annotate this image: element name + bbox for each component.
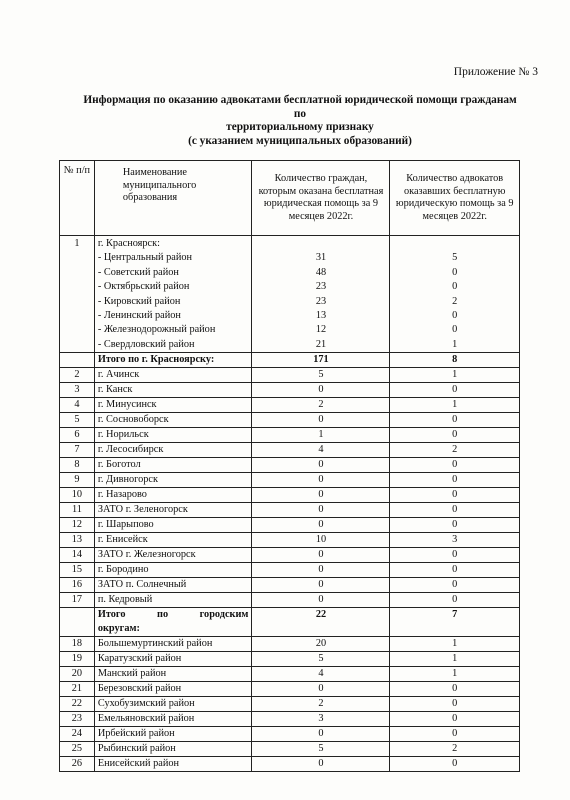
row-number bbox=[60, 608, 95, 637]
row-citizens: 4 bbox=[252, 443, 390, 458]
okrug-total-line-1 bbox=[98, 608, 249, 622]
row-citizens: 0 bbox=[252, 682, 390, 697]
row-lawyers: 3 bbox=[390, 533, 520, 548]
row-citizens: 0 bbox=[252, 563, 390, 578]
district-name: - Ленинский район bbox=[97, 310, 181, 322]
total-citizens: 171 bbox=[252, 353, 390, 368]
table-row bbox=[60, 548, 520, 563]
table-row bbox=[60, 727, 520, 742]
table-row bbox=[60, 428, 520, 443]
row-number: 24 bbox=[60, 727, 95, 742]
appendix-label: Приложение № 3 bbox=[453, 66, 538, 78]
row-name: г. Шарыпово bbox=[94, 518, 252, 533]
row-lawyers: 0 bbox=[390, 697, 520, 712]
row-number: 26 bbox=[60, 757, 95, 772]
total-citizens: 22 bbox=[252, 608, 390, 637]
row-name: г. Енисейск bbox=[94, 533, 252, 548]
row-lawyers: 0 bbox=[390, 518, 520, 533]
row-name: Сухобузимский район bbox=[94, 697, 252, 712]
row-name: г. Сосновоборск bbox=[94, 413, 252, 428]
legal-aid-table bbox=[59, 160, 520, 772]
row-name: г. Дивногорск bbox=[94, 473, 252, 488]
row-lawyers: 0 bbox=[390, 563, 520, 578]
table-row bbox=[60, 398, 520, 413]
row-citizens: 0 bbox=[252, 518, 390, 533]
table-row bbox=[60, 637, 520, 652]
district-lawyers: 0 bbox=[452, 281, 458, 293]
row-name: г. Назарово bbox=[94, 488, 252, 503]
row-citizens: 2 bbox=[252, 398, 390, 413]
row-lawyers: 0 bbox=[390, 712, 520, 727]
total-name: Итого по г. Красноярску: bbox=[94, 353, 252, 368]
row-name: Большемуртинский район bbox=[94, 637, 252, 652]
table-row bbox=[60, 697, 520, 712]
row-citizens: 0 bbox=[252, 413, 390, 428]
row-citizens: 0 bbox=[252, 503, 390, 518]
row-citizens: 0 bbox=[252, 383, 390, 398]
okrug-total-line-2: округам: bbox=[97, 623, 140, 635]
row-number: 8 bbox=[60, 458, 95, 473]
header-name: Наименование муниципального образования bbox=[94, 161, 252, 236]
row-number: 1 bbox=[60, 236, 95, 353]
row-name: Емельяновский район bbox=[94, 712, 252, 727]
district-lawyers: 0 bbox=[452, 266, 458, 278]
row-citizens: 0 bbox=[252, 473, 390, 488]
row-name: п. Кедровый bbox=[94, 593, 252, 608]
row-lawyers: 1 bbox=[390, 637, 520, 652]
row-name: г. Ачинск bbox=[94, 368, 252, 383]
row-number: 14 bbox=[60, 548, 95, 563]
row-number: 15 bbox=[60, 563, 95, 578]
row-name: г. Норильск bbox=[94, 428, 252, 443]
row-name: г. Канск bbox=[94, 383, 252, 398]
row-citizens: 0 bbox=[252, 578, 390, 593]
header-num: № п/п bbox=[60, 161, 95, 236]
table-row bbox=[60, 518, 520, 533]
row-number: 12 bbox=[60, 518, 95, 533]
header-citizens: Количество граждан, которым оказана бесплатная юридическая помощь за 9 месяцев 2022г. bbox=[252, 161, 390, 236]
row-name: Енисейский район bbox=[94, 757, 252, 772]
table-row bbox=[60, 443, 520, 458]
row-name: Манский район bbox=[94, 667, 252, 682]
table-row bbox=[60, 473, 520, 488]
okrug-total-row bbox=[60, 608, 520, 637]
row-lawyers: 0 bbox=[390, 488, 520, 503]
table-row bbox=[60, 712, 520, 727]
row-number: 4 bbox=[60, 398, 95, 413]
krasnoyarsk-lawyers bbox=[390, 236, 520, 353]
row-lawyers: 0 bbox=[390, 473, 520, 488]
row-name: Березовский район bbox=[94, 682, 252, 697]
row-citizens: 0 bbox=[252, 727, 390, 742]
table-row bbox=[60, 413, 520, 428]
row-number: 5 bbox=[60, 413, 95, 428]
okrug-total-word: Итого bbox=[97, 609, 126, 621]
title-line-2: территориальному признаку bbox=[226, 121, 374, 133]
header-row bbox=[60, 161, 520, 236]
row-name: Рыбинский район bbox=[94, 742, 252, 757]
district-citizens: 23 bbox=[315, 281, 327, 293]
table-row bbox=[60, 368, 520, 383]
table-row bbox=[60, 667, 520, 682]
okrug-total-word: городским bbox=[199, 609, 249, 621]
row-number: 2 bbox=[60, 368, 95, 383]
district-name: - Октябрьский район bbox=[97, 281, 190, 293]
row-lawyers: 0 bbox=[390, 578, 520, 593]
city-name: г. Красноярск: bbox=[97, 238, 160, 249]
district-name: - Центральный район bbox=[97, 252, 193, 264]
row-number: 17 bbox=[60, 593, 95, 608]
table-row bbox=[60, 488, 520, 503]
district-lawyers: 0 bbox=[452, 310, 458, 322]
table-row bbox=[60, 652, 520, 667]
district-citizens: 12 bbox=[315, 324, 327, 336]
district-name: - Советский район bbox=[97, 266, 179, 278]
district-citizens: 21 bbox=[315, 338, 327, 350]
row-citizens: 4 bbox=[252, 667, 390, 682]
krasnoyarsk-block bbox=[60, 236, 520, 353]
title-line-1: Информация по оказанию адвокатами бесплатной юридической помощи гражданам по bbox=[83, 94, 517, 120]
row-citizens: 0 bbox=[252, 458, 390, 473]
row-citizens: 10 bbox=[252, 533, 390, 548]
row-citizens: 5 bbox=[252, 742, 390, 757]
row-number: 6 bbox=[60, 428, 95, 443]
row-citizens: 1 bbox=[252, 428, 390, 443]
total-lawyers: 7 bbox=[390, 608, 520, 637]
row-name: г. Боготол bbox=[94, 458, 252, 473]
row-number: 25 bbox=[60, 742, 95, 757]
table-row bbox=[60, 682, 520, 697]
row-number: 13 bbox=[60, 533, 95, 548]
row-lawyers: 0 bbox=[390, 757, 520, 772]
row-citizens: 5 bbox=[252, 652, 390, 667]
row-number: 7 bbox=[60, 443, 95, 458]
krasnoyarsk-total-row bbox=[60, 353, 520, 368]
okrug-total-word: по bbox=[157, 609, 169, 621]
district-lawyers: 2 bbox=[452, 295, 458, 307]
header-lawyers: Количество адвокатов оказавших бесплатную юридическую помощь за 9 месяцев 2022г. bbox=[390, 161, 520, 236]
row-number: 11 bbox=[60, 503, 95, 518]
table-row bbox=[60, 578, 520, 593]
table-row bbox=[60, 383, 520, 398]
district-name: - Железнодорожный район bbox=[97, 324, 216, 336]
title-line-3: (с указанием муниципальных образований) bbox=[188, 134, 412, 147]
row-number: 18 bbox=[60, 637, 95, 652]
row-citizens: 5 bbox=[252, 368, 390, 383]
document-title bbox=[80, 94, 520, 148]
district-citizens: 48 bbox=[315, 266, 327, 278]
row-lawyers: 0 bbox=[390, 428, 520, 443]
row-name: Ирбейский район bbox=[94, 727, 252, 742]
row-lawyers: 2 bbox=[390, 742, 520, 757]
row-name: ЗАТО г. Железногорск bbox=[94, 548, 252, 563]
district-name: - Свердловский район bbox=[97, 338, 195, 350]
krasnoyarsk-citizens bbox=[252, 236, 390, 353]
district-lawyers: 0 bbox=[452, 324, 458, 336]
row-lawyers: 0 bbox=[390, 682, 520, 697]
row-lawyers: 1 bbox=[390, 652, 520, 667]
row-number bbox=[60, 353, 95, 368]
row-name: г. Лесосибирск bbox=[94, 443, 252, 458]
table-row bbox=[60, 533, 520, 548]
district-lawyers: 5 bbox=[452, 252, 458, 264]
row-citizens: 0 bbox=[252, 548, 390, 563]
row-number: 21 bbox=[60, 682, 95, 697]
row-citizens: 2 bbox=[252, 697, 390, 712]
row-name: г. Бородино bbox=[94, 563, 252, 578]
district-lawyers: 1 bbox=[452, 338, 458, 350]
row-citizens: 0 bbox=[252, 593, 390, 608]
row-citizens: 3 bbox=[252, 712, 390, 727]
district-citizens: 13 bbox=[315, 310, 327, 322]
row-number: 16 bbox=[60, 578, 95, 593]
table-row bbox=[60, 563, 520, 578]
krasnoyarsk-districts bbox=[94, 236, 252, 353]
row-lawyers: 0 bbox=[390, 727, 520, 742]
table-row bbox=[60, 757, 520, 772]
row-lawyers: 2 bbox=[390, 443, 520, 458]
row-number: 3 bbox=[60, 383, 95, 398]
row-lawyers: 1 bbox=[390, 667, 520, 682]
district-citizens: 31 bbox=[315, 252, 327, 264]
okrug-total-name bbox=[94, 608, 252, 637]
row-number: 23 bbox=[60, 712, 95, 727]
row-lawyers: 1 bbox=[390, 368, 520, 383]
district-citizens: 23 bbox=[315, 295, 327, 307]
row-number: 20 bbox=[60, 667, 95, 682]
row-name: ЗАТО п. Солнечный bbox=[94, 578, 252, 593]
table-row bbox=[60, 458, 520, 473]
row-lawyers: 0 bbox=[390, 593, 520, 608]
row-citizens: 0 bbox=[252, 488, 390, 503]
row-citizens: 0 bbox=[252, 757, 390, 772]
table-row bbox=[60, 503, 520, 518]
row-citizens: 20 bbox=[252, 637, 390, 652]
row-lawyers: 0 bbox=[390, 503, 520, 518]
row-name: Каратузский район bbox=[94, 652, 252, 667]
row-number: 22 bbox=[60, 697, 95, 712]
row-name: ЗАТО г. Зеленогорск bbox=[94, 503, 252, 518]
table-row bbox=[60, 742, 520, 757]
row-number: 9 bbox=[60, 473, 95, 488]
row-number: 19 bbox=[60, 652, 95, 667]
row-lawyers: 0 bbox=[390, 413, 520, 428]
district-name: - Кировский район bbox=[97, 295, 181, 307]
row-name: г. Минусинск bbox=[94, 398, 252, 413]
row-lawyers: 0 bbox=[390, 548, 520, 563]
row-lawyers: 0 bbox=[390, 383, 520, 398]
total-lawyers: 8 bbox=[390, 353, 520, 368]
row-number: 10 bbox=[60, 488, 95, 503]
row-lawyers: 1 bbox=[390, 398, 520, 413]
table-row bbox=[60, 593, 520, 608]
row-lawyers: 0 bbox=[390, 458, 520, 473]
